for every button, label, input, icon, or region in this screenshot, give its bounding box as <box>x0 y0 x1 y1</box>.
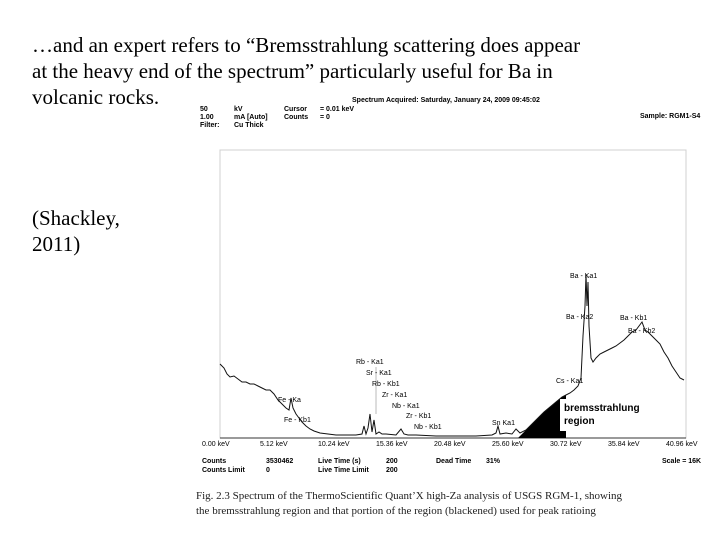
peak-label-sn-ka1: Sn Ka1 <box>492 420 515 427</box>
kv-value: 50 <box>200 106 208 113</box>
peak-label-rb-ka1: Rb - Ka1 <box>356 359 384 366</box>
kv-unit: kV <box>234 106 243 113</box>
footer-dead-time-label: Dead Time <box>436 458 472 465</box>
peak-label-ba-ka1: Ba - Ka1 <box>570 273 598 280</box>
quote-line: at the heavy end of the spectrum” particularly useful for Ba in <box>32 59 553 83</box>
peak-label-sr-ka1: Sr - Ka1 <box>366 370 392 377</box>
x-tick-label: 40.96 keV <box>666 441 698 448</box>
counts-label: Counts <box>284 114 309 121</box>
peak-label-ba-kb1: Ba - Kb1 <box>620 315 648 322</box>
region-label-line2: region <box>564 416 595 427</box>
footer-live-time-limit-label: Live Time Limit <box>318 467 369 474</box>
cursor-label: Cursor <box>284 106 307 113</box>
x-tick-label: 0.00 keV <box>202 441 230 448</box>
ma-value: 1.00 <box>200 114 214 121</box>
quote-line: …and an expert refers to “Bremsstrahlung scattering does appear <box>32 33 581 57</box>
x-tick-label: 25.60 keV <box>492 441 524 448</box>
footer-dead-time-value: 31% <box>486 458 501 465</box>
citation-line: 2011) <box>32 232 81 256</box>
x-tick-label: 35.84 keV <box>608 441 640 448</box>
x-tick-label: 10.24 keV <box>318 441 350 448</box>
footer-scale: Scale = 16K <box>662 458 702 465</box>
footer-counts-limit-value: 0 <box>266 467 270 474</box>
x-tick-label: 20.48 keV <box>434 441 466 448</box>
footer-counts-limit-label: Counts Limit <box>202 467 245 474</box>
region-label-line1: bremsstrahlung <box>564 403 640 414</box>
footer-counts-label: Counts <box>202 458 227 465</box>
footer-live-time-label: Live Time (s) <box>318 458 361 465</box>
peak-label-rb-kb1: Rb - Kb1 <box>372 381 400 388</box>
figure-caption <box>196 489 714 519</box>
x-tick-label: 15.36 keV <box>376 441 408 448</box>
filter-label: Filter: <box>200 122 220 129</box>
peak-label-ba-kb2: Ba - Kb2 <box>628 328 656 335</box>
peak-label-cs-ka1: Cs - Ka1 <box>556 378 584 385</box>
ma-unit: mA [Auto] <box>234 114 268 121</box>
peak-label-ba-ka2: Ba - Ka2 <box>566 314 594 321</box>
peak-label-nb-ka1: Nb - Ka1 <box>392 403 420 410</box>
peak-label-fe-ka: Fe - Ka <box>278 397 301 404</box>
caption-line: the bremsstrahlung region and that portion of the region (blackened) used for peak ratioing <box>196 505 596 517</box>
acquired-timestamp: Spectrum Acquired: Saturday, January 24, 2009 09:45:02 <box>352 97 540 104</box>
peak-label-nb-kb1: Nb - Kb1 <box>414 424 442 431</box>
x-tick-labels <box>202 441 698 448</box>
blackened-region <box>518 395 566 438</box>
sample-name: Sample: RGM1-S4 <box>640 113 701 120</box>
x-tick-label: 30.72 keV <box>550 441 582 448</box>
citation-line: (Shackley, <box>32 206 120 230</box>
counts-value: = 0 <box>320 114 330 121</box>
peak-label-zr-ka1: Zr - Ka1 <box>382 392 408 399</box>
footer-counts-value: 3530462 <box>266 458 294 465</box>
citation-text <box>32 205 120 257</box>
quote-line: volcanic rocks. <box>32 85 160 109</box>
x-tick-label: 5.12 keV <box>260 441 288 448</box>
footer-live-time-limit-value: 200 <box>386 467 398 474</box>
plot-frame <box>220 150 686 438</box>
caption-line: Fig. 2.3 Spectrum of the ThermoScientific Quant’X high-Za analysis of USGS RGM-1, showing <box>196 490 622 502</box>
filter-value: Cu Thick <box>234 122 264 129</box>
spectrum-figure <box>196 96 714 526</box>
footer-live-time-value: 200 <box>386 458 398 465</box>
cursor-value: = 0.01 keV <box>320 106 355 113</box>
peak-label-zr-kb1: Zr - Kb1 <box>406 413 432 420</box>
peak-label-fe-kb1: Fe - Kb1 <box>284 417 311 424</box>
